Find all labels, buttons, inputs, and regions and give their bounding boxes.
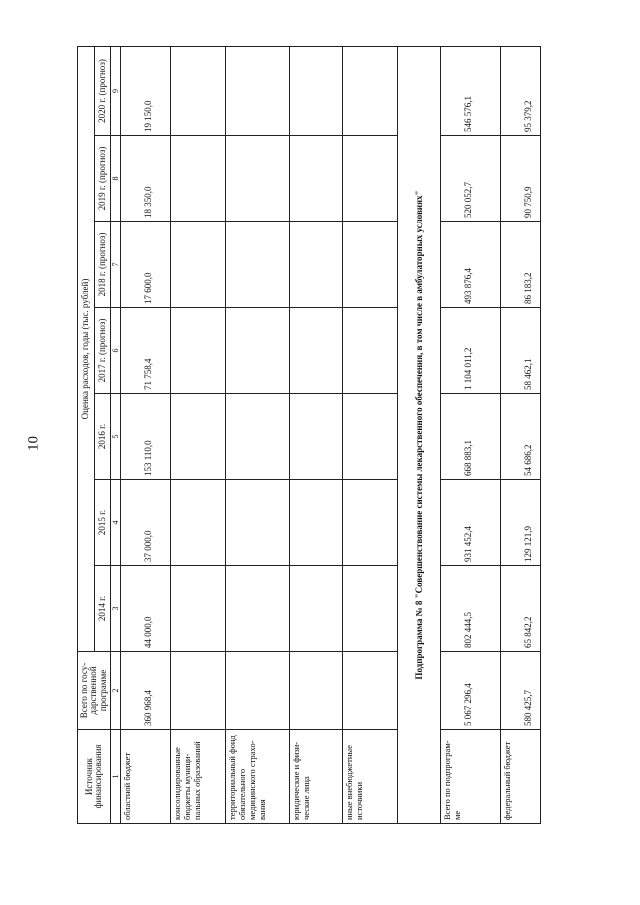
cell-value: 153 110,0 xyxy=(121,394,171,480)
header-year: 2016 г. xyxy=(94,394,111,480)
cell-value: 580 425,7 xyxy=(501,652,541,730)
header-row xyxy=(78,46,95,823)
cell-value: 86 183,2 xyxy=(501,222,541,308)
column-number: 9 xyxy=(111,46,121,135)
header-year: 2014 г. xyxy=(94,566,111,652)
cell-value: 493 876,4 xyxy=(441,222,501,308)
table-row xyxy=(121,46,171,823)
cell-value: 5 067 296,4 xyxy=(441,652,501,730)
column-number: 1 xyxy=(111,730,121,824)
cell-value: 44 000,0 xyxy=(121,566,171,652)
header-group: Оценка расходов, годы (тыс. рублей) xyxy=(78,46,95,651)
column-number: 5 xyxy=(111,394,121,480)
header-source: Источник финансирования xyxy=(78,730,111,824)
cell-value: 1 104 011,2 xyxy=(441,308,501,394)
subprogram-title: Подпрограмма № 8 "Совершенствование системы лекарственного обеспечения, в том числе в амбулаторных условиях" xyxy=(398,46,441,823)
cell-value: 54 686,2 xyxy=(501,394,541,480)
column-number: 3 xyxy=(111,566,121,652)
table-row xyxy=(226,46,290,823)
table-row xyxy=(501,46,541,823)
row-source: областной бюджет xyxy=(121,730,171,824)
cell-value: 17 600,0 xyxy=(121,222,171,308)
cell-value: 360 968,4 xyxy=(121,652,171,730)
financing-table-rotated xyxy=(77,47,640,824)
cell-value: 71 758,4 xyxy=(121,308,171,394)
cell-value: 668 883,1 xyxy=(441,394,501,480)
header-total: Всего по госу-дарственной программе xyxy=(78,652,111,730)
table-row xyxy=(441,46,501,823)
table-row xyxy=(290,46,343,823)
column-number-row xyxy=(111,46,121,823)
page-number: 10 xyxy=(25,436,42,451)
row-source: консолидированные бюджеты муници-пальных образований xyxy=(171,730,226,824)
cell-value: 520 052,7 xyxy=(441,136,501,222)
financing-table xyxy=(77,46,541,824)
column-number: 7 xyxy=(111,222,121,308)
cell-value: 129 121,9 xyxy=(501,480,541,566)
row-source: территориальный фонд обязательного медицинского страхо-вания xyxy=(226,730,290,824)
cell-value: 95 379,2 xyxy=(501,46,541,135)
cell-value: 18 350,0 xyxy=(121,136,171,222)
header-year: 2018 г. (прогноз) xyxy=(94,222,111,308)
row-source: федеральный бюджет xyxy=(501,730,541,824)
cell-value: 546 576,1 xyxy=(441,46,501,135)
table-row xyxy=(343,46,398,823)
row-source: юридические и физи-ческие лица xyxy=(290,730,343,824)
cell-value: 58 462,1 xyxy=(501,308,541,394)
row-source: Всего по подпрограм-ме xyxy=(441,730,501,824)
header-year: 2019 г. (прогноз) xyxy=(94,136,111,222)
cell-value: 19 150,0 xyxy=(121,46,171,135)
cell-value: 65 842,2 xyxy=(501,566,541,652)
cell-value: 931 452,4 xyxy=(441,480,501,566)
header-year: 2015 г. xyxy=(94,480,111,566)
column-number: 2 xyxy=(111,652,121,730)
cell-value: 802 444,5 xyxy=(441,566,501,652)
subprogram-row xyxy=(398,46,441,823)
cell-value: 90 750,9 xyxy=(501,136,541,222)
column-number: 4 xyxy=(111,480,121,566)
header-year: 2020 г. (прогноз) xyxy=(94,46,111,135)
column-number: 8 xyxy=(111,136,121,222)
cell-value: 37 000,0 xyxy=(121,480,171,566)
header-year: 2017 г. (прогноз) xyxy=(94,308,111,394)
table-row xyxy=(171,46,226,823)
column-number: 6 xyxy=(111,308,121,394)
row-source: иные внебюджетные источники xyxy=(343,730,398,824)
